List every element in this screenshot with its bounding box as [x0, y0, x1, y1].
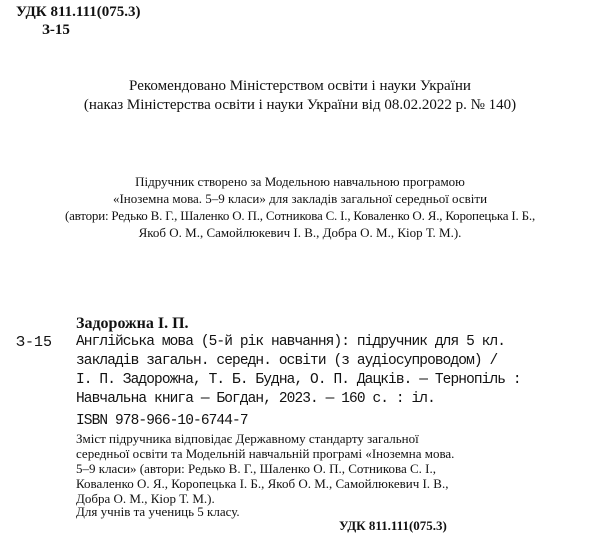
- program-note-line: «Іноземна мова. 5–9 класи» для закладів загальної середньої освіти: [112, 191, 488, 206]
- audience-note: Для учнів та учениць 5 класу.: [76, 504, 240, 519]
- udk-bottom: УДК 811.111(075.3): [339, 518, 447, 533]
- program-note-line: Якоб О. М., Самойлюкевич І. В., Добра О. М., Кіор Т. М.).: [138, 225, 462, 240]
- author-heading: Задорожна І. П.: [76, 315, 189, 332]
- recommendation-line-2: (наказ Міністерства освіти і науки України від 08.02.2022 р. № 140): [83, 97, 517, 113]
- description-line: закладів загальн. середн. освіти (з аудіосупроводом) /: [76, 353, 498, 369]
- program-note-line: (автори: Редько В. Г., Шаленко О. П., Сотникова С. І., Коваленко О. Я., Коропецька І. Б.,: [64, 208, 536, 223]
- description-line: Англійська мова (5-й рік навчання): підручник для 5 кл.: [76, 334, 506, 350]
- compliance-line: Коваленко О. Я., Коропецька І. Б., Якоб О. М., Самойлюкевич І. В.,: [76, 476, 449, 491]
- description-line: І. П. Задорожна, Т. Б. Будна, О. П. Дацків. — Тернопіль :: [76, 372, 521, 388]
- isbn: ISBN 978-966-10-6744-7: [76, 413, 248, 429]
- compliance-line: Зміст підручника відповідає Державному стандарту загальної: [76, 431, 419, 446]
- recommendation-line-1: Рекомендовано Міністерством освіти і науки України: [129, 78, 471, 94]
- udk-top: УДК 811.111(075.3): [16, 4, 141, 20]
- program-note-line: Підручник створено за Модельною навчальною програмою: [135, 174, 465, 189]
- catalog-code-top: З-15: [42, 22, 70, 38]
- compliance-line: середньої освіти та Модельній навчальній програмі «Іноземна мова.: [76, 446, 455, 461]
- compliance-line: 5–9 класи» (автори: Редько В. Г., Шаленко О. П., Сотникова С. І.,: [76, 461, 437, 476]
- description-line: Навчальна книга — Богдан, 2023. — 160 с. : іл.: [76, 391, 435, 407]
- compliance-line: Добра О. М., Кіор Т. М.).: [76, 491, 215, 506]
- catalog-code: З-15: [16, 334, 53, 351]
